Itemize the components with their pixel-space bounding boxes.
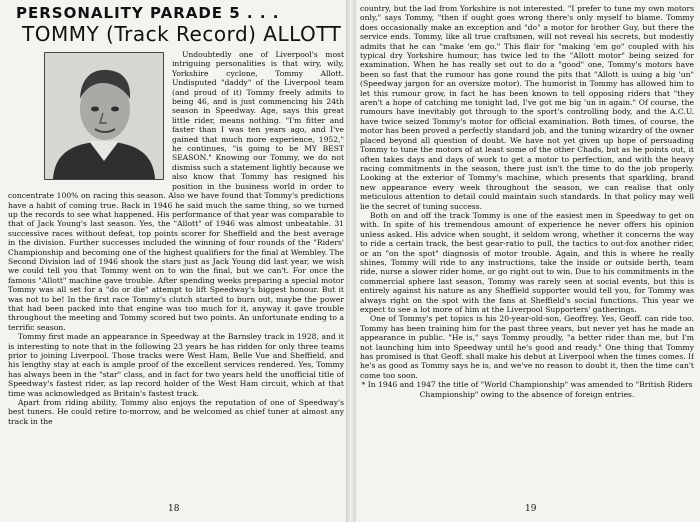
portrait-photo bbox=[44, 52, 164, 180]
article-title: TOMMY (Track Record) ALLOTT bbox=[22, 22, 342, 46]
portrait-illustration bbox=[45, 53, 163, 179]
page-number-left: 18 bbox=[168, 504, 180, 514]
left-paragraph: Apart from riding ability, Tommy also enjoys the reputation of one of Speedway's best tuners. He could retire to-morrow, and be welcomed as chief tuner at almost any track in the bbox=[8, 398, 344, 426]
right-paragraph: Both on and off the track Tommy is one of the easiest men in Speedway to get on with. In spite of his tremendous amount of experience he never offers his opinion unless asked. His advice when sought, it seldom wrong, whether it concerns the way to ride a certain track, the best gear-ratio to pull, the tactics to out-fox another rider, or an "on the spot" diagnosis of motor trouble. Again, and this is where he really shines, Tommy will ride to any instructions, take the inside or outside berth, team ride, nurse a slower rider home, or go right out to win. Due to his commitments in the commercial sphere last season, Tommy was rarely seen at social events, but this is entirely against his nature as any Sheffield supporter would tell you, for Tommy was always right on the spot with the fans at Sheffield's social functions. This year we expect to see a lot more of him at the Liverpool Supporters' gatherings. bbox=[360, 210, 694, 314]
left-paragraph: Tommy first made an appearance in Speedway at the Barnsley track in 1928, and it is interesting to note that in the following 23 years he has ridden for only three teams prior to joining Liverpool. Those tracks were West Ham, Belle Vue and Sheffield, and his lengthy stay at each is ample proof of the excellent services rendered. Yes, Tommy has always been in the "star" class, and in fact for two years held the unofficial title of Speedway's fastest rider, as lap record holder of the West Ham circuit, which at that time was acknowledged as Britain's fastest track. bbox=[8, 332, 344, 398]
right-paragraph: country, but the lad from Yorkshire is not interested. "I prefer to tune my own motors only," says Tommy, "then if ought goes wrong there's only myself to blame. Tommy does occasionally make an exception and "do" a motor for brother Guy, but there the service ends. Tommy, like all true craftsmen, will not reveal his secrets, but modestly admits that he can "make 'em go." This flair for "making 'em go" coupled with his typical dry Yorkshire humour, has twice led to the "Allott motor" being seized for examination. When he has really set out to do a "good" one, Tommy's motors have been so fast that the rumour has gone round the pits that "Allott is using a big 'un" (Speedway jargon for an oversize motor). The humorist in Tommy has allowed him to let this rumour grow, in fact he has been known to tell opposing riders that "they aren't a hope of catching me tonight lad, I've got me big 'un in again." Of course, the rumours have inevitably got through to the sport's controlling body, and the A.C.U. have twice seized Tommy's motor for official examination. Both times, of course, the motor has been proved a perfectly standard job, and the tuning wizardry of the owner placed beyond all question of doubt. We have not yet given up hope of persuading Tommy to tune the motors of at least some of the other Chads, but as he points out, it often takes days and days of work to get a motor to perfection, and with the heavy racing commitments in the season, there just isn't the time to do the job properly. Looking at the exterior of Tommy's machine, which presents that sparkling, brand new appearance every week throughout the season, we can realise that only meticulous attention to detail could maintain such standards. In that policy may well lie the secret of tuning success. bbox=[360, 4, 694, 211]
right-article-body bbox=[360, 4, 694, 399]
page-number-right: 19 bbox=[525, 504, 537, 514]
footnote: * In 1946 and 1947 the title of "World Championship" was amended to "British Riders Championship" owing to the absence of foreign entries. bbox=[361, 380, 693, 399]
left-page bbox=[8, 4, 344, 516]
left-paragraph: Undoubtedly one of Liverpool's most intriguing personalities is that wiry, wily, Yorkshire cyclone, Tommy Allott. Undisputed "daddy" of the Liverpool team (and proud of it) Tommy freely admits to being 46, and is just commencing his 24th season in Speedway. Age, says this great little rider, means nothing. "I'm fitter and faster than I was ten years ago, and I've gained that much more experience, 1952," he continues, "is going to be MY BEST SEASON." Knowing our Tommy, we do not dismiss such a statement lightly because we also know that Tommy has resigned his position in the business world in order to concentrate 100% on racing this season. Also we have found that Tommy's predictions have a habit of coming true. Back in 1946 he said much the same thing, so we turned up the records to see what happened. His performance of that year was comparable to that of Jack Young's last season. Yes, the "Allott" of 1946 was almost unbeatable. 31 successive races without defeat, top points scorer for Sheffield and the best average in the division. Further successes included the winning of four rounds of the "Riders' Championship and becoming one of the highest qualifiers for the final at Wembley. The Second Division lad of 1946 shook the stars just as Jack Young did last year, we wish we could tell you that Tommy went on to win the final, but we can't. For once the famous "Allott" machine gave trouble. After spending weeks preparing a special motor Tommy was all set for a "do or die" attempt to lift Speedway's biggest honour. But it was not to be! In the first race Tommy's clutch started to burn out, maybe the power that had been packed into that engine was too much for it, anyway it gave trouble throughout the meeting and Tommy scored but two points. An unfortunate ending to a terrific season. bbox=[8, 50, 344, 332]
right-page bbox=[360, 4, 694, 516]
left-article-body bbox=[8, 50, 344, 426]
page-gutter bbox=[346, 0, 356, 522]
right-paragraph: One of Tommy's pet topics is his 20-year-old-son, Geoffrey. Yes, Geoff. can ride too. Tommy has been training him for the past three years, but never yet has he made an appearance in public. "He is," says Tommy proudly, "a better rider than me, but I'm not launching him into Speedway until he's good and ready." One thing that Tommy has promised is that Geoff. shall make his debut at Liverpool when the times comes. If he's as good as Tommy says he is, and we've no reason to doubt it, then the time can't come too soon. bbox=[360, 314, 694, 380]
series-title: PERSONALITY PARADE 5 . . . bbox=[16, 4, 280, 22]
